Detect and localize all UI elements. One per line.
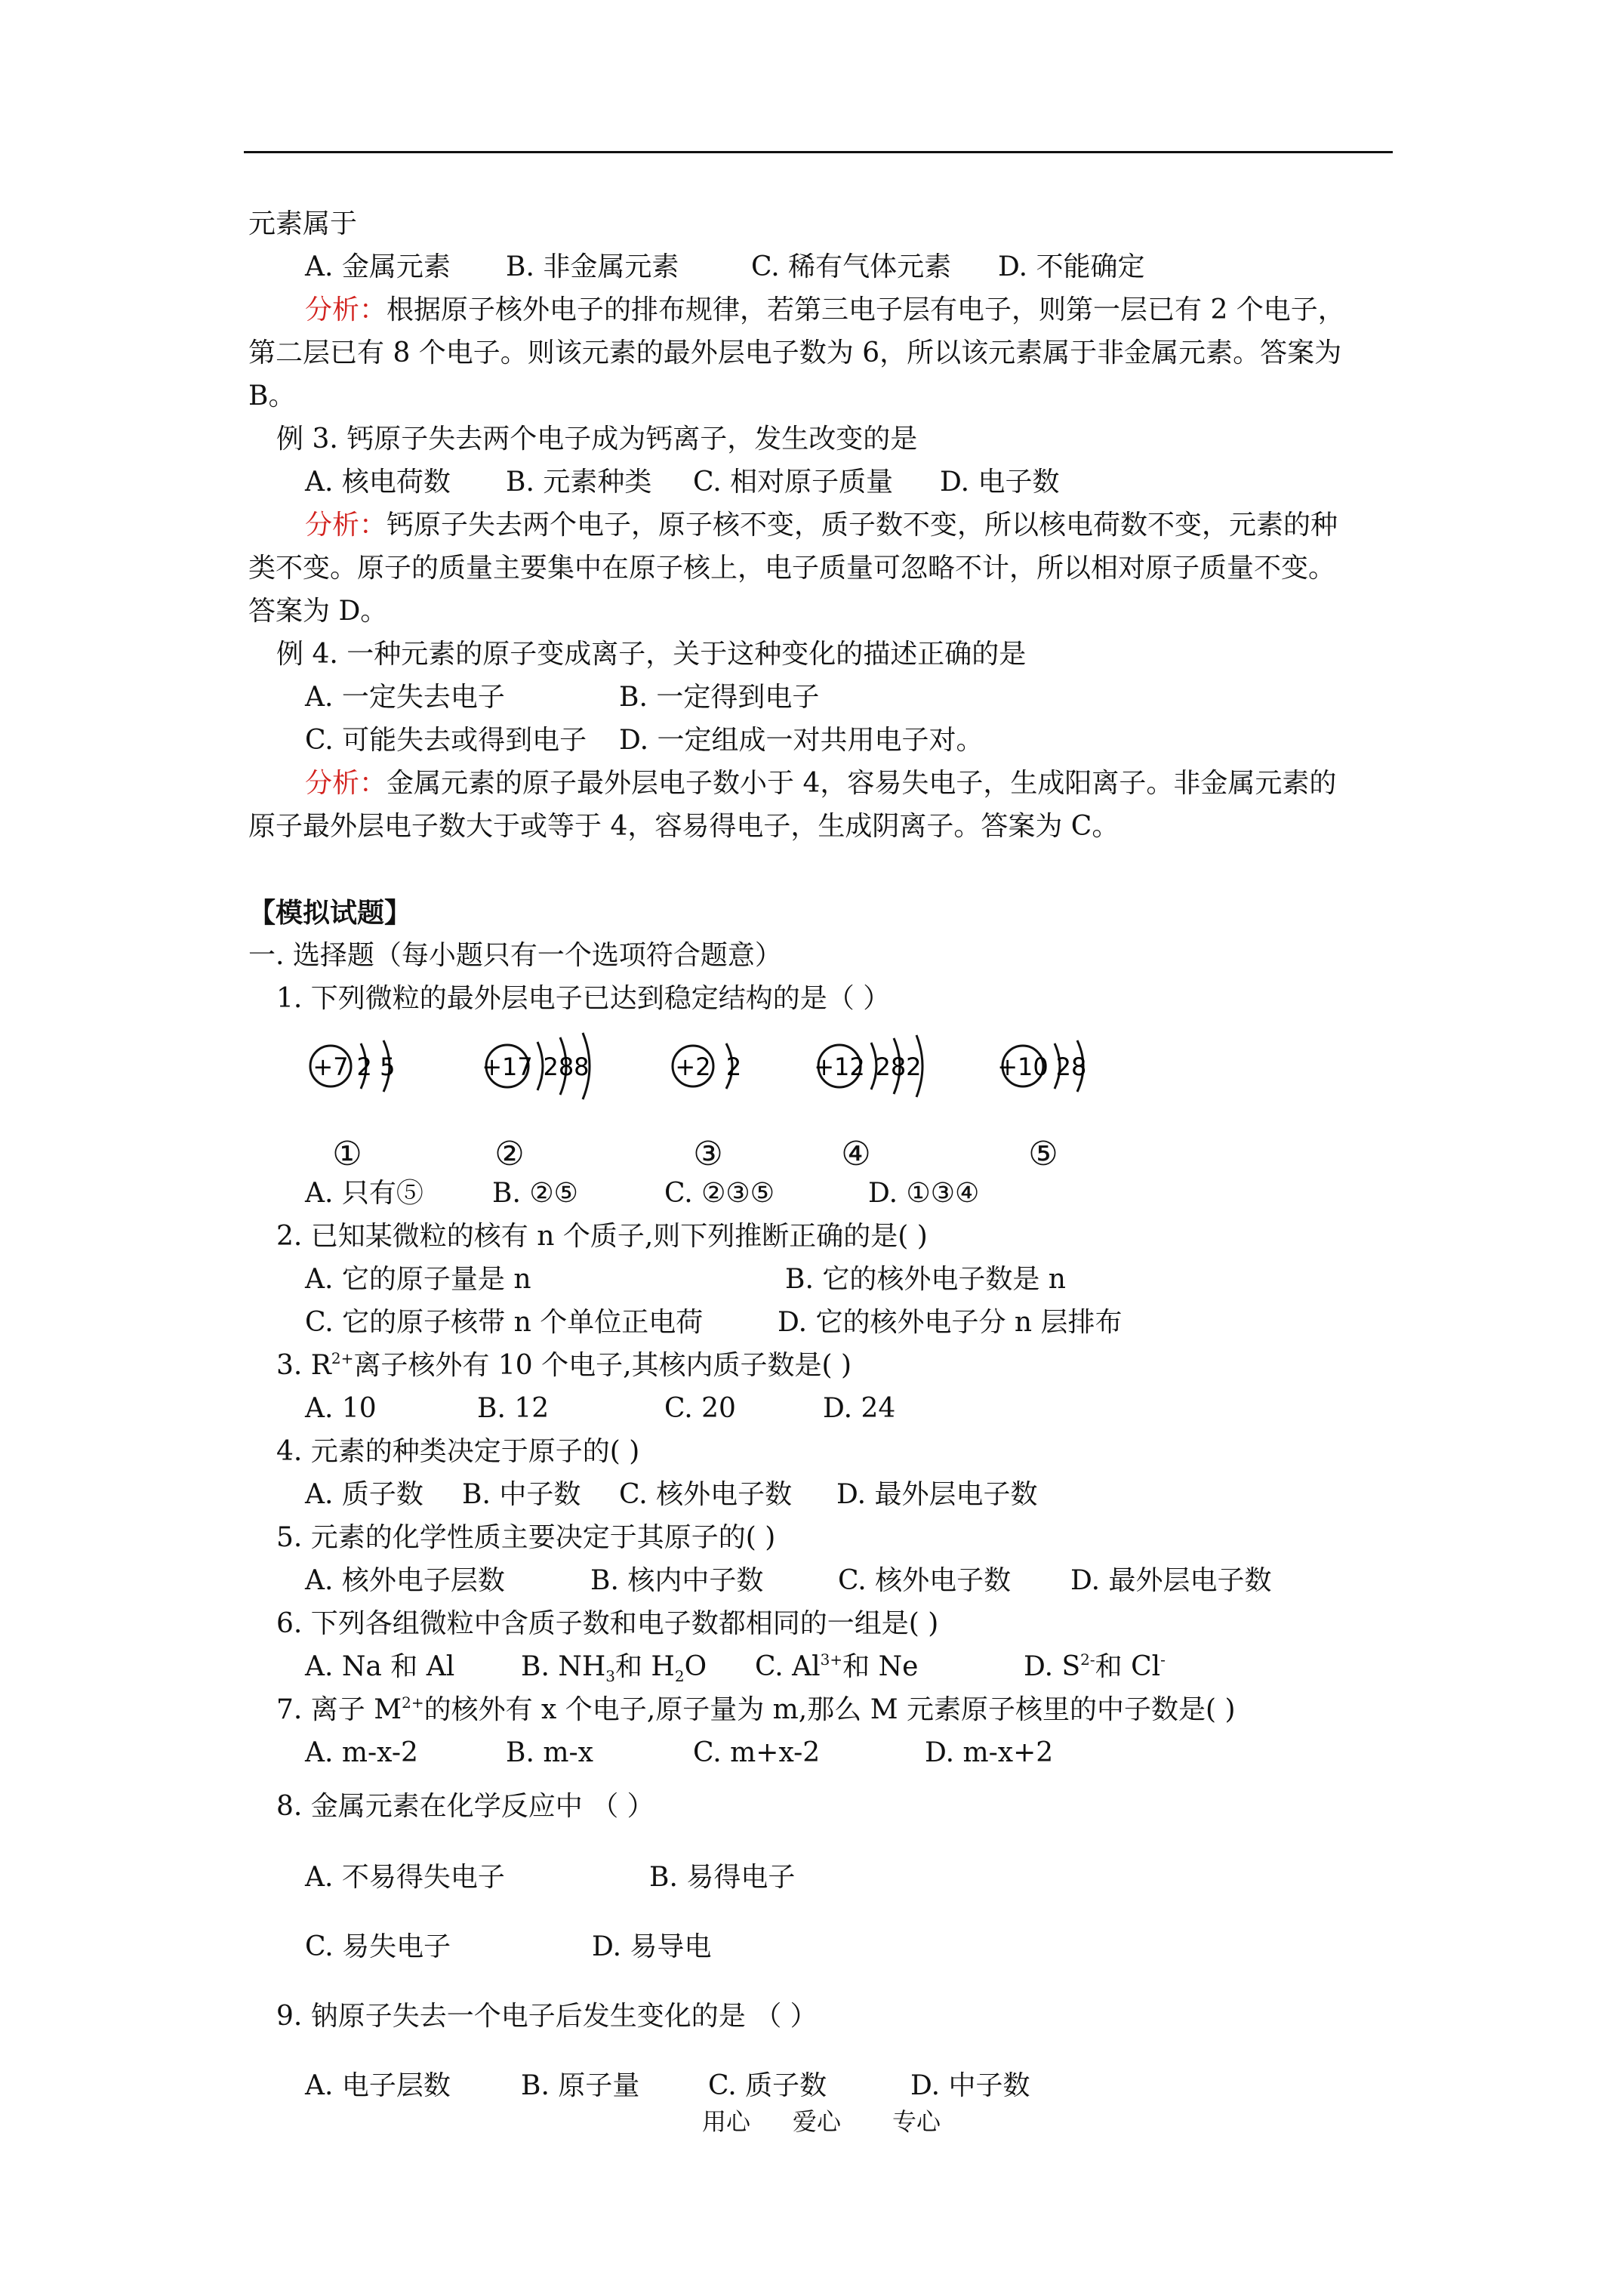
header-rule xyxy=(244,151,1393,153)
atom-label-5: ⑤ xyxy=(1028,1135,1058,1173)
analysis-label: 分析： xyxy=(305,294,387,325)
shells-label: 2 xyxy=(725,1052,742,1081)
footer-text-2: 爱心 xyxy=(793,2107,842,2136)
nucleus-label: +10 xyxy=(997,1052,1049,1081)
footer-text-3: 专心 xyxy=(892,2107,941,2136)
analysis-label: 分析： xyxy=(305,510,387,541)
atom-label-4: ④ xyxy=(841,1135,871,1173)
nucleus-label: +7 xyxy=(313,1052,349,1081)
shells-label: 288 xyxy=(543,1052,590,1081)
atom-diagram-4 xyxy=(809,1023,953,1117)
atom-label-3: ③ xyxy=(693,1135,723,1173)
nucleus-label: +2 xyxy=(675,1052,711,1081)
shells-label: 28 xyxy=(1055,1052,1087,1081)
atom-diagram-2 xyxy=(476,1019,619,1117)
atom-diagram-3 xyxy=(664,1027,778,1117)
analysis-label: 分析： xyxy=(305,768,387,799)
atom-label-2: ② xyxy=(494,1135,525,1173)
shells-label: 282 xyxy=(875,1052,922,1081)
nucleus-label: +17 xyxy=(482,1052,533,1081)
atom-diagram-1 xyxy=(302,1027,438,1117)
shells-label: 2 5 xyxy=(356,1052,396,1081)
atom-label-1: ① xyxy=(332,1135,362,1173)
atom-diagram-5 xyxy=(993,1027,1121,1117)
footer-text-1: 用心 xyxy=(702,2107,751,2136)
nucleus-label: +12 xyxy=(814,1052,865,1081)
